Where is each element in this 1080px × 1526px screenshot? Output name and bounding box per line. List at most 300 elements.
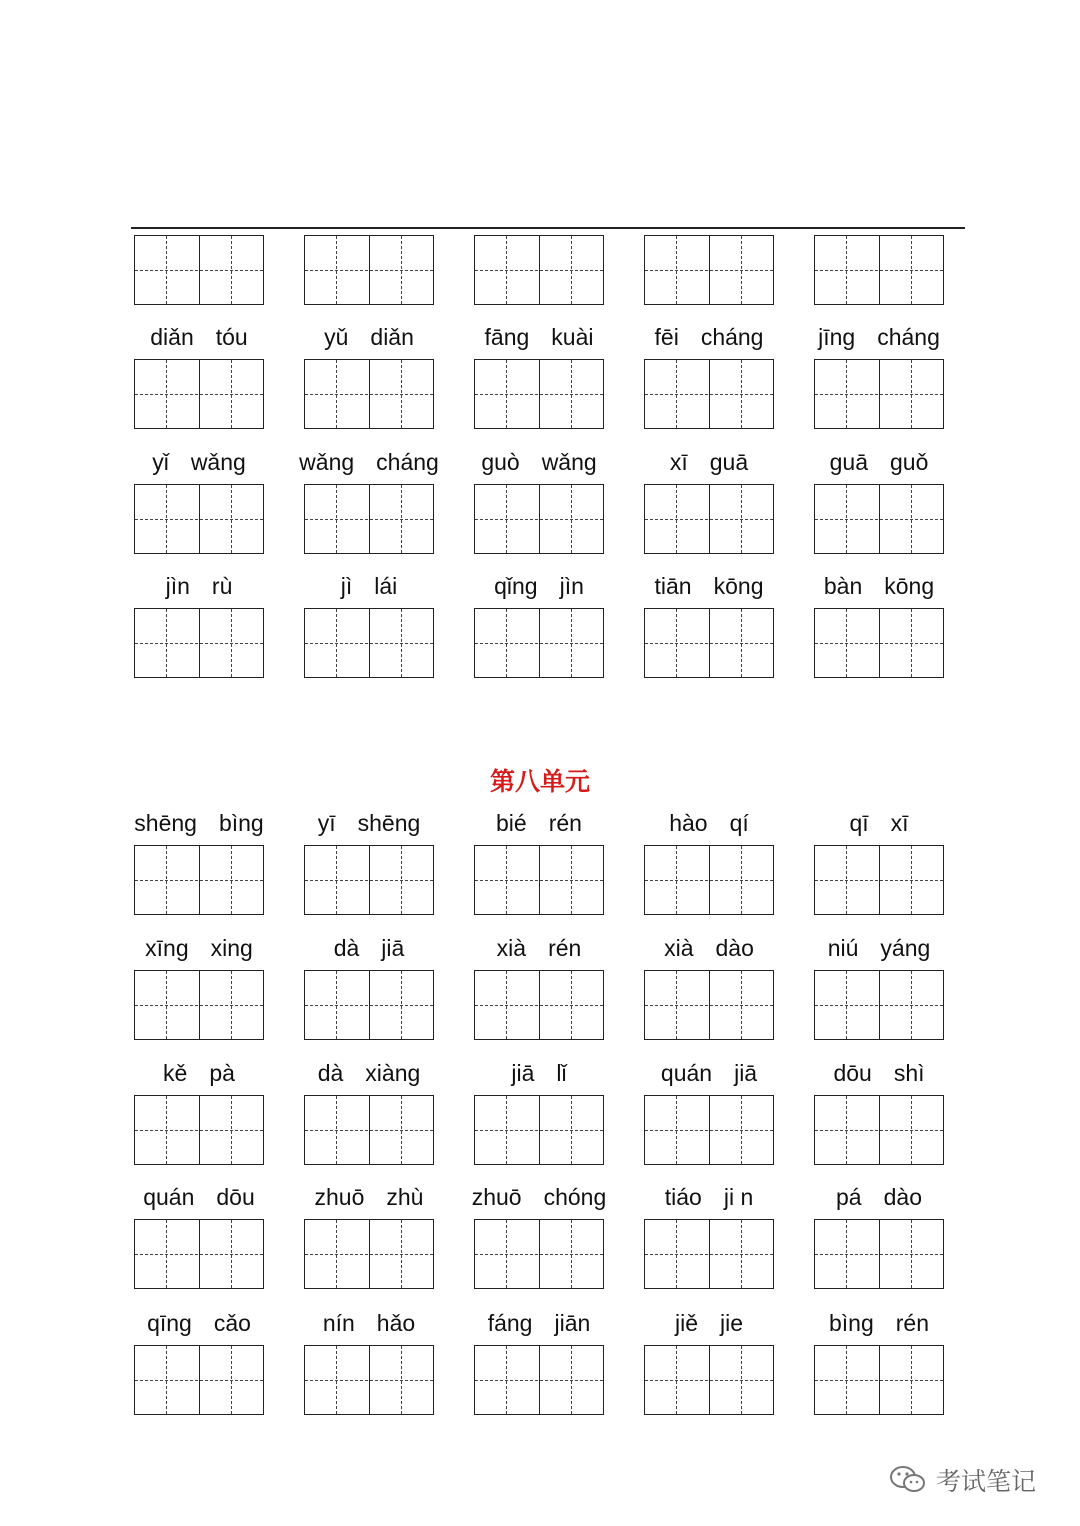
pinyin-label — [789, 1058, 969, 1088]
guide-line — [571, 236, 572, 304]
guide-line — [231, 360, 232, 428]
pinyin-label — [109, 322, 289, 352]
tianzige-writing-box[interactable] — [644, 845, 774, 915]
guide-line — [135, 880, 263, 881]
guide-line — [166, 360, 167, 428]
pinyin-syllable: niú — [827, 935, 859, 961]
guide-line — [846, 1096, 847, 1164]
guide-line — [336, 1346, 337, 1414]
guide-line — [741, 236, 742, 304]
guide-line — [846, 846, 847, 914]
guide-line — [506, 360, 507, 428]
guide-line — [401, 1096, 402, 1164]
pinyin-syllable: cháng — [700, 324, 764, 350]
guide-line — [166, 485, 167, 553]
pinyin-syllable: shēng — [134, 810, 197, 836]
pinyin-label — [109, 933, 289, 963]
pinyin-syllable: jīng — [818, 324, 856, 350]
guide-line — [676, 846, 677, 914]
pinyin-syllable: cháng — [877, 324, 940, 350]
guide-line — [475, 1005, 603, 1006]
pinyin-syllable: kuài — [551, 324, 594, 350]
guide-line — [305, 394, 433, 395]
guide-line — [166, 236, 167, 304]
guide-line — [305, 270, 433, 271]
guide-line — [336, 1096, 337, 1164]
pinyin-syllable: yǔ — [324, 324, 349, 350]
pinyin-label — [449, 1182, 629, 1212]
guide-line — [571, 485, 572, 553]
tianzige-writing-box[interactable] — [814, 1345, 944, 1415]
guide-line — [231, 609, 232, 677]
guide-line — [741, 1096, 742, 1164]
pinyin-label — [789, 447, 969, 477]
guide-line — [305, 519, 433, 520]
guide-line — [846, 485, 847, 553]
pinyin-syllable: pá — [836, 1184, 862, 1210]
guide-line — [846, 236, 847, 304]
guide-line — [336, 1220, 337, 1288]
pinyin-label — [619, 447, 799, 477]
guide-line — [305, 1005, 433, 1006]
guide-line — [571, 1096, 572, 1164]
pinyin-label — [449, 1308, 629, 1338]
pinyin-syllable: kōng — [884, 573, 935, 599]
guide-line — [506, 609, 507, 677]
pinyin-syllable: rén — [895, 1310, 929, 1336]
pinyin-syllable: zhuō — [314, 1184, 365, 1210]
pinyin-syllable: xīng — [145, 935, 189, 961]
pinyin-syllable: rù — [211, 573, 233, 599]
unit-title: 第八单元 — [489, 767, 590, 796]
guide-line — [741, 609, 742, 677]
tianzige-writing-box[interactable] — [644, 1095, 774, 1165]
tianzige-writing-box[interactable] — [304, 484, 434, 554]
pinyin-syllable: rén — [548, 935, 582, 961]
pinyin-syllable: tiān — [654, 573, 692, 599]
guide-line — [571, 1346, 572, 1414]
guide-line — [645, 1005, 773, 1006]
guide-line — [676, 1346, 677, 1414]
pinyin-syllable: tiáo — [664, 1184, 702, 1210]
pinyin-syllable: wǎng — [299, 449, 355, 475]
pinyin-syllable: bié — [496, 810, 527, 836]
guide-line — [571, 846, 572, 914]
guide-line — [645, 270, 773, 271]
guide-line — [815, 519, 943, 520]
pinyin-label — [279, 1058, 459, 1088]
tianzige-writing-box[interactable] — [474, 608, 604, 678]
pinyin-syllable: jìn — [559, 573, 584, 599]
guide-line — [506, 1220, 507, 1288]
pinyin-label — [109, 571, 289, 601]
guide-line — [741, 1346, 742, 1414]
pinyin-label — [789, 808, 969, 838]
guide-line — [166, 1220, 167, 1288]
pinyin-syllable: jiā — [511, 1060, 535, 1086]
guide-line — [645, 1130, 773, 1131]
pinyin-syllable: xià — [496, 935, 527, 961]
guide-line — [911, 485, 912, 553]
guide-line — [401, 236, 402, 304]
pinyin-syllable: kě — [163, 1060, 188, 1086]
pinyin-syllable: pà — [209, 1060, 235, 1086]
guide-line — [645, 394, 773, 395]
pinyin-syllable: yī — [317, 810, 336, 836]
guide-line — [305, 880, 433, 881]
pinyin-syllable: hǎo — [376, 1310, 416, 1336]
pinyin-syllable: guā — [709, 449, 749, 475]
guide-line — [911, 360, 912, 428]
guide-line — [231, 485, 232, 553]
guide-line — [475, 270, 603, 271]
guide-line — [336, 485, 337, 553]
guide-line — [676, 236, 677, 304]
pinyin-syllable: qīng — [147, 1310, 192, 1336]
pinyin-label — [619, 571, 799, 601]
pinyin-label — [109, 1182, 289, 1212]
guide-line — [401, 1220, 402, 1288]
pinyin-syllable: dà — [333, 935, 360, 961]
pinyin-syllable: bàn — [823, 573, 863, 599]
guide-line — [815, 394, 943, 395]
pinyin-label — [789, 1182, 969, 1212]
guide-line — [676, 1220, 677, 1288]
guide-line — [475, 1254, 603, 1255]
tianzige-writing-box[interactable] — [474, 484, 604, 554]
pinyin-syllable: qí — [729, 810, 749, 836]
pinyin-label — [619, 1308, 799, 1338]
guide-line — [571, 609, 572, 677]
pinyin-syllable: fāng — [484, 324, 530, 350]
tianzige-writing-box[interactable] — [474, 970, 604, 1040]
pinyin-label — [279, 1308, 459, 1338]
guide-line — [911, 846, 912, 914]
pinyin-syllable: wǎng — [190, 449, 246, 475]
pinyin-syllable: qǐng — [494, 573, 538, 599]
guide-line — [846, 1346, 847, 1414]
tianzige-writing-box[interactable] — [134, 359, 264, 429]
pinyin-syllable: kōng — [713, 573, 764, 599]
pinyin-syllable: cǎo — [213, 1310, 251, 1336]
tianzige-writing-box[interactable] — [814, 484, 944, 554]
guide-line — [336, 846, 337, 914]
guide-line — [401, 485, 402, 553]
guide-line — [911, 609, 912, 677]
pinyin-syllable: fēi — [654, 324, 679, 350]
guide-line — [401, 360, 402, 428]
pinyin-label — [279, 808, 459, 838]
pinyin-syllable: nín — [322, 1310, 355, 1336]
watermark — [888, 1460, 1058, 1500]
tianzige-writing-box[interactable] — [644, 608, 774, 678]
guide-line — [231, 971, 232, 1039]
pinyin-syllable: diǎn — [150, 324, 194, 350]
pinyin-syllable: lǐ — [556, 1060, 567, 1086]
pinyin-syllable: dào — [715, 935, 754, 961]
guide-line — [135, 270, 263, 271]
pinyin-label — [279, 1182, 459, 1212]
guide-line — [911, 1220, 912, 1288]
guide-line — [645, 643, 773, 644]
pinyin-syllable: ji n — [723, 1184, 754, 1210]
guide-line — [135, 1005, 263, 1006]
tianzige-writing-box[interactable] — [474, 1095, 604, 1165]
pinyin-label — [789, 1308, 969, 1338]
guide-line — [305, 1254, 433, 1255]
tianzige-writing-box[interactable] — [134, 1345, 264, 1415]
guide-line — [401, 971, 402, 1039]
guide-line — [815, 880, 943, 881]
pinyin-label — [619, 1058, 799, 1088]
tianzige-writing-box[interactable] — [814, 970, 944, 1040]
pinyin-syllable: guā — [829, 449, 868, 475]
pinyin-syllable: jiā — [381, 935, 405, 961]
pinyin-syllable: zhù — [386, 1184, 424, 1210]
guide-line — [676, 971, 677, 1039]
pinyin-label — [449, 571, 629, 601]
pinyin-syllable: wǎng — [541, 449, 597, 475]
pinyin-syllable: rén — [548, 810, 582, 836]
guide-line — [475, 1130, 603, 1131]
guide-line — [741, 360, 742, 428]
guide-line — [305, 1380, 433, 1381]
guide-line — [815, 1254, 943, 1255]
pinyin-label — [279, 447, 459, 477]
pinyin-syllable: guò — [481, 449, 520, 475]
tianzige-writing-box[interactable] — [814, 235, 944, 305]
pinyin-label — [449, 808, 629, 838]
pinyin-label — [449, 447, 629, 477]
guide-line — [506, 1346, 507, 1414]
guide-line — [676, 1096, 677, 1164]
pinyin-label — [619, 933, 799, 963]
tianzige-writing-box[interactable] — [814, 1095, 944, 1165]
tianzige-writing-box[interactable] — [474, 845, 604, 915]
guide-line — [135, 643, 263, 644]
pinyin-label — [279, 933, 459, 963]
tianzige-writing-box[interactable] — [134, 970, 264, 1040]
pinyin-label — [449, 322, 629, 352]
tianzige-writing-box[interactable] — [304, 359, 434, 429]
guide-line — [571, 1220, 572, 1288]
pinyin-label — [789, 571, 969, 601]
guide-line — [506, 971, 507, 1039]
pinyin-label — [109, 1058, 289, 1088]
pinyin-syllable: dōu — [833, 1060, 872, 1086]
tianzige-writing-box[interactable] — [134, 1219, 264, 1289]
guide-line — [815, 643, 943, 644]
pinyin-syllable: chóng — [543, 1184, 607, 1210]
guide-line — [645, 880, 773, 881]
pinyin-label — [619, 322, 799, 352]
pinyin-syllable: xī — [890, 810, 909, 836]
tianzige-writing-box[interactable] — [304, 970, 434, 1040]
guide-line — [846, 609, 847, 677]
guide-line — [475, 519, 603, 520]
guide-line — [475, 1380, 603, 1381]
guide-line — [475, 880, 603, 881]
guide-line — [676, 609, 677, 677]
tianzige-writing-box[interactable] — [304, 1345, 434, 1415]
pinyin-label — [449, 933, 629, 963]
tianzige-writing-box[interactable] — [304, 1095, 434, 1165]
guide-line — [166, 971, 167, 1039]
guide-line — [645, 1254, 773, 1255]
pinyin-syllable: dōu — [216, 1184, 255, 1210]
guide-line — [645, 1380, 773, 1381]
guide-line — [231, 1346, 232, 1414]
pinyin-syllable: jiān — [554, 1310, 591, 1336]
pinyin-syllable: fáng — [487, 1310, 533, 1336]
pinyin-syllable: shì — [893, 1060, 925, 1086]
guide-line — [166, 846, 167, 914]
guide-line — [401, 1346, 402, 1414]
guide-line — [166, 1346, 167, 1414]
tianzige-writing-box[interactable] — [134, 608, 264, 678]
guide-line — [231, 1096, 232, 1164]
pinyin-syllable: xià — [664, 935, 694, 961]
guide-line — [475, 643, 603, 644]
guide-line — [815, 1005, 943, 1006]
guide-line — [305, 1130, 433, 1131]
guide-line — [305, 643, 433, 644]
pinyin-label — [789, 322, 969, 352]
guide-line — [911, 236, 912, 304]
tianzige-writing-box[interactable] — [644, 359, 774, 429]
tianzige-writing-box[interactable] — [304, 235, 434, 305]
guide-line — [741, 971, 742, 1039]
pinyin-label — [279, 322, 459, 352]
guide-line — [336, 971, 337, 1039]
guide-line — [135, 1130, 263, 1131]
guide-line — [401, 846, 402, 914]
guide-line — [166, 1096, 167, 1164]
pinyin-syllable: xī — [669, 449, 688, 475]
pinyin-syllable: dào — [883, 1184, 922, 1210]
pinyin-label — [789, 933, 969, 963]
guide-line — [135, 394, 263, 395]
guide-line — [676, 360, 677, 428]
pinyin-syllable: bìng — [828, 1310, 874, 1336]
tianzige-writing-box[interactable] — [644, 1345, 774, 1415]
tianzige-writing-box[interactable] — [814, 845, 944, 915]
pinyin-label — [109, 1308, 289, 1338]
pinyin-syllable: jì — [340, 573, 353, 599]
guide-line — [401, 609, 402, 677]
guide-line — [506, 485, 507, 553]
pinyin-syllable: tóu — [215, 324, 248, 350]
guide-line — [166, 609, 167, 677]
tianzige-writing-box[interactable] — [304, 608, 434, 678]
tianzige-writing-box[interactable] — [474, 235, 604, 305]
pinyin-syllable: cháng — [376, 449, 439, 475]
guide-line — [815, 1130, 943, 1131]
guide-line — [231, 1220, 232, 1288]
guide-line — [741, 846, 742, 914]
tianzige-writing-box[interactable] — [474, 1219, 604, 1289]
pinyin-syllable: bìng — [218, 810, 264, 836]
pinyin-syllable: xing — [210, 935, 253, 961]
guide-line — [135, 1380, 263, 1381]
tianzige-writing-box[interactable] — [304, 845, 434, 915]
guide-line — [741, 1220, 742, 1288]
tianzige-writing-box[interactable] — [134, 845, 264, 915]
top-divider-line — [131, 227, 965, 229]
guide-line — [911, 971, 912, 1039]
guide-line — [645, 519, 773, 520]
guide-line — [571, 971, 572, 1039]
tianzige-writing-box[interactable] — [474, 359, 604, 429]
guide-line — [475, 394, 603, 395]
pinyin-syllable: guǒ — [890, 449, 929, 475]
tianzige-writing-box[interactable] — [814, 1219, 944, 1289]
pinyin-label — [109, 808, 289, 838]
guide-line — [506, 846, 507, 914]
pinyin-label — [449, 1058, 629, 1088]
guide-line — [135, 519, 263, 520]
pinyin-syllable: quán — [660, 1060, 713, 1086]
guide-line — [135, 1254, 263, 1255]
pinyin-syllable: jie — [720, 1310, 744, 1336]
pinyin-syllable: dà — [317, 1060, 344, 1086]
pinyin-syllable: zhuō — [471, 1184, 522, 1210]
guide-line — [336, 236, 337, 304]
pinyin-syllable: yǐ — [152, 449, 169, 475]
pinyin-label — [109, 447, 289, 477]
guide-line — [911, 1346, 912, 1414]
pinyin-syllable: xiàng — [365, 1060, 421, 1086]
watermark-text: 考试笔记 — [936, 1467, 1037, 1496]
tianzige-writing-box[interactable] — [814, 608, 944, 678]
tianzige-writing-box[interactable] — [134, 484, 264, 554]
tianzige-writing-box[interactable] — [134, 1095, 264, 1165]
pinyin-syllable: quán — [143, 1184, 195, 1210]
tianzige-writing-box[interactable] — [644, 484, 774, 554]
guide-line — [741, 485, 742, 553]
tianzige-writing-box[interactable] — [304, 1219, 434, 1289]
guide-line — [846, 971, 847, 1039]
pinyin-syllable: jiě — [674, 1310, 698, 1336]
pinyin-syllable: diǎn — [370, 324, 414, 350]
guide-line — [846, 360, 847, 428]
tianzige-writing-box[interactable] — [644, 970, 774, 1040]
guide-line — [231, 236, 232, 304]
guide-line — [846, 1220, 847, 1288]
guide-line — [815, 270, 943, 271]
tianzige-writing-box[interactable] — [474, 1345, 604, 1415]
wechat-icon — [888, 1463, 928, 1497]
tianzige-writing-box[interactable] — [134, 235, 264, 305]
guide-line — [231, 846, 232, 914]
tianzige-writing-box[interactable] — [644, 235, 774, 305]
pinyin-syllable: qī — [849, 810, 869, 836]
tianzige-writing-box[interactable] — [814, 359, 944, 429]
pinyin-syllable: hào — [669, 810, 708, 836]
pinyin-syllable: jìn — [165, 573, 190, 599]
tianzige-writing-box[interactable] — [644, 1219, 774, 1289]
pinyin-label — [619, 1182, 799, 1212]
guide-line — [506, 236, 507, 304]
pinyin-syllable: yáng — [880, 935, 931, 961]
pinyin-label — [619, 808, 799, 838]
guide-line — [336, 360, 337, 428]
pinyin-syllable: lái — [374, 573, 398, 599]
guide-line — [571, 360, 572, 428]
guide-line — [336, 609, 337, 677]
guide-line — [815, 1380, 943, 1381]
guide-line — [911, 1096, 912, 1164]
